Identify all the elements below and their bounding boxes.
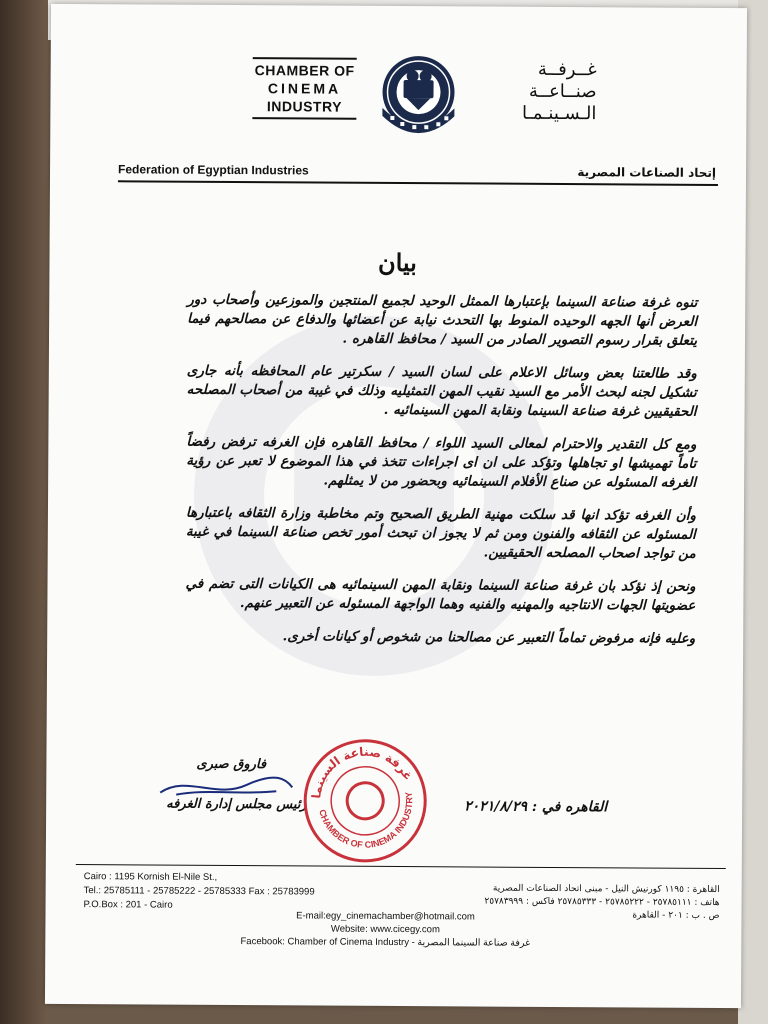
- paragraph-1: تنوه غرفة صناعة السينما بإعتبارها الممثل الوحيد لجميع المنتجين والموزعين وأصحاب دور العرض أنها الجهه الوحيده المنوط بها التحدث نيابة عن أعضائها والدفاع عن مصالحهم فيما يتعلق بقرار رسوم التصوير الصادر من السيد / محافظ القاهره .: [187, 291, 698, 349]
- svg-text:غرفة صناعة السينما: [301, 735, 416, 802]
- stamp-bottom-text: CHAMBER OF CINEMA INDUSTRY: [317, 791, 415, 850]
- footer-address-ar: القاهرة : ١١٩٥ كورنيش النيل - مبنى اتحاد الصناعات المصرية: [492, 883, 720, 895]
- arabic-name-line-2: صنــاعــة: [528, 80, 597, 103]
- arabic-name-line-1: غــرفــة: [537, 58, 597, 81]
- signer-name: فاروق صبرى: [196, 756, 267, 773]
- paragraph-5: ونحن إذ نؤكد بان غرفة صناعة السينما ونقابة المهن السينمائيه هى الكيانات التى تضم في عضويتها الجهات الانتاجيه والمهنيه والفنيه وهما الواجهة المسئوله عن التعبير عنهم.: [185, 575, 696, 614]
- footer-english-contact: [84, 870, 315, 913]
- signer-title: رئيس مجلس إدارة الغرفه: [166, 796, 307, 813]
- official-stamp: [288, 724, 442, 878]
- header-divider: [118, 180, 718, 186]
- federation-arabic: إتحاد الصناعات المصرية: [577, 165, 717, 180]
- paragraph-6: وعليه فإنه مرفوض تماماً التعبير عن مصالحنا من شخوص أو كيانات أخرى.: [282, 628, 696, 647]
- footer-online-contact: [235, 909, 535, 950]
- org-name-line-1: CHAMBER OF: [254, 62, 355, 79]
- footer-pobox-en: P.O.Box : 201 - Cairo: [83, 899, 173, 911]
- arabic-name-line-3: الـسـينـمـا: [521, 102, 597, 125]
- statement-title: بيان: [377, 247, 417, 278]
- svg-text:CHAMBER OF CINEMA INDUSTRY: [317, 790, 423, 858]
- org-name-line-3: INDUSTRY: [266, 98, 343, 115]
- chamber-logo-icon: [372, 52, 465, 137]
- statement-body: [185, 291, 697, 663]
- document-date: القاهره في : ٢٠٢١/٨/٢٩: [464, 798, 608, 816]
- paragraph-4: وأن الغرفه تؤكد انها قد سلكت مهنية الطريق الصحيح وتم مخاطبة وزارة الثقافه باعتبارها المسئوله عن الثقافه والفنون ومن ثم لا يجوز ان تبحث أمور تخص صناعة السينما في غيبة من تواجد اصحاب المصلحه الحقيقيين.: [185, 504, 696, 562]
- footer-email[interactable]: E-mail:egy_cinemachamber@hotmail.com: [296, 910, 475, 923]
- arabic-org-name: [488, 59, 596, 126]
- english-org-name: [252, 55, 356, 122]
- footer-website[interactable]: Website: www.cicegy.com: [330, 923, 440, 936]
- stamp-top-text: غرفة صناعة السينما: [309, 744, 416, 800]
- footer-address-en: Cairo : 1195 Kornish El-Nile St.,: [83, 871, 218, 883]
- footer-facebook[interactable]: Facebook: Chamber of Cinema Industry - غرفة صناعة السينما المصرية: [240, 936, 531, 949]
- footer-pobox-ar: ص . ب : ٢٠١ - القاهرة: [632, 910, 720, 921]
- footer-tel-ar: هاتف : ٢٥٧٨٥١١١ - ٢٥٧٨٥٢٢٢ - ٢٥٧٨٥٣٣٣ فاكس : ٢٥٧٨٣٩٩٩: [484, 896, 720, 908]
- paragraph-3: ومع كل التقدير والاحترام لمعالى السيد اللواء / محافظ القاهره فإن الغرفه ترفض رفضاً تاماً تهميشها او تجاهلها وتؤكد على ان اى اجراءات تتخذ في هذا الموضوع لا تعبر عن رؤية الغرفه المسئوله عن صناع الأفلام السينمائيه وبحضور من لا يمثلهم.: [186, 433, 697, 491]
- letter-page: [45, 4, 747, 1008]
- footer-tel-en: Tel.: 25785111 - 25785222 - 25785333 Fax : 25783999: [83, 885, 315, 898]
- federation-english: Federation of Egyptian Industries: [118, 162, 309, 178]
- org-name-line-2: CINEMA: [267, 80, 342, 97]
- paragraph-2: وقد طالعتنا بعض وسائل الاعلام على لسان السيد / سكرتير عام المحافظه بأنه جارى تشكيل لجنه لبحث الأمر مع السيد نقيب المهن التمثيليه وذلك في غيبة من أصحاب المصلحه الحقيقيين غرفة صناعة السينما ونقابة المهن السينمائيه .: [186, 362, 697, 420]
- footer-divider: [76, 864, 726, 869]
- desk-edge: [0, 0, 48, 1024]
